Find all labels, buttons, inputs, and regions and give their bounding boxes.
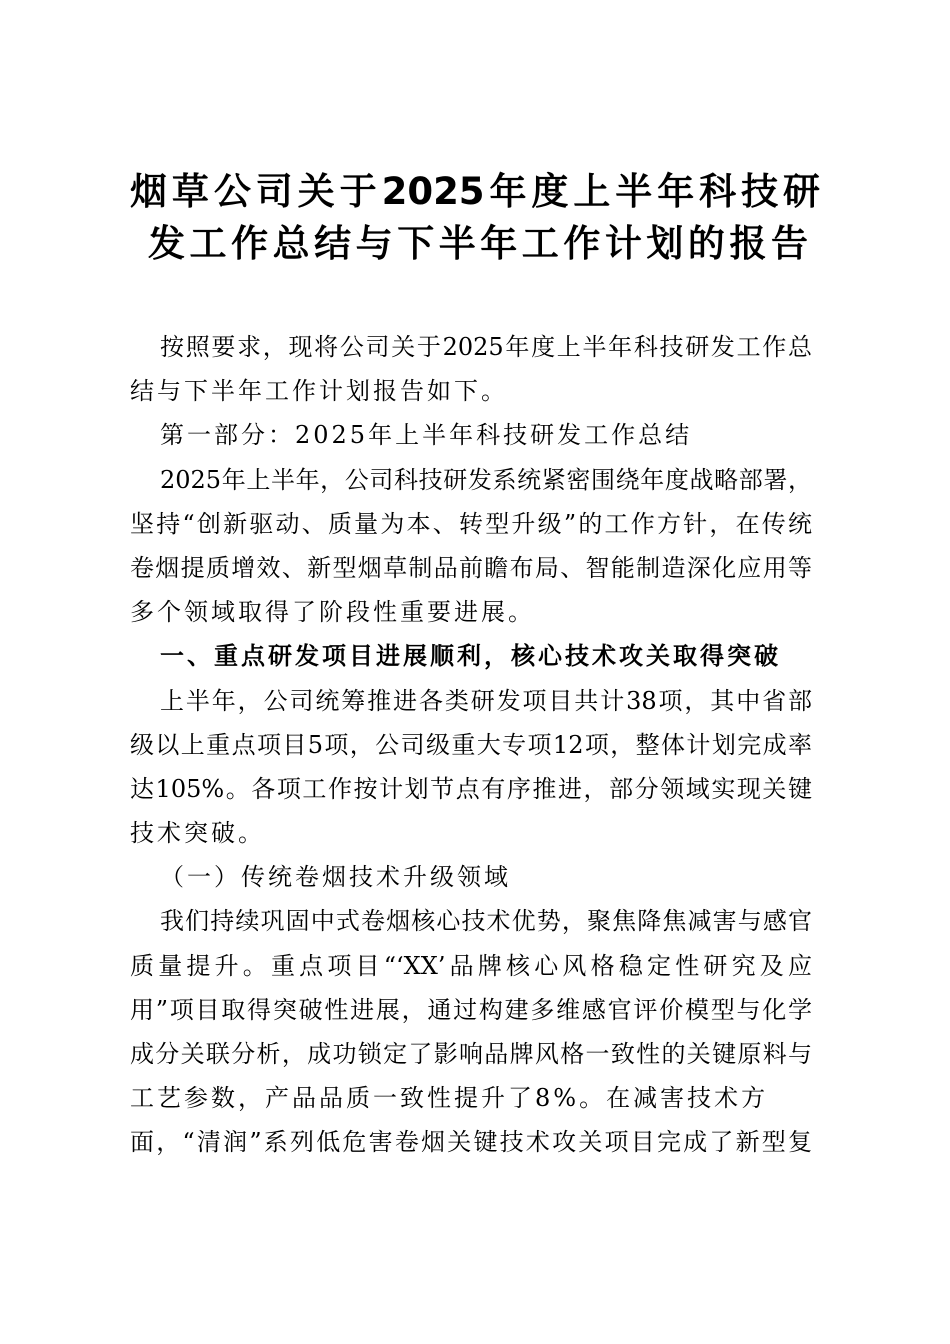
text-line: 第一部分：2025年上半年科技研发工作总结: [160, 421, 693, 450]
text-line: 多个领域取得了阶段性重要进展。: [130, 598, 535, 627]
text-line: （一）传统卷烟技术升级领域: [160, 863, 511, 892]
text-line: 结与下半年工作计划报告如下。: [130, 377, 508, 406]
text-line: 按照要求，现将公司关于2025年度上半年科技研发工作总: [160, 333, 812, 361]
text-line: 2025年上半年，公司科技研发系统紧密围绕年度战略部署，: [160, 465, 812, 494]
text-line: 工艺参数，产品品质一致性提升了8%。在减害技术方: [130, 1084, 769, 1113]
text-line: 面，“清润”系列低危害卷烟关键技术攻关项目完成了新型复: [130, 1128, 812, 1157]
text-line: 上半年，公司统筹推进各类研发项目共计38项，其中省部: [160, 686, 812, 715]
text-line: 坚持“创新驱动、质量为本、转型升级”的工作方针，在传统: [130, 509, 812, 538]
document-title-line-1: 烟草公司关于2025年度上半年科技研: [130, 170, 820, 213]
text-line: 技术突破。: [130, 819, 265, 848]
text-line: 级以上重点项目5项，公司级重大专项12项，整体计划完成率: [130, 730, 812, 759]
text-line: 我们持续巩固中式卷烟核心技术优势，聚焦降焦减害与感官: [160, 907, 812, 936]
text-line: 质量提升。重点项目“‘XX’品牌核心风格稳定性研究及应: [130, 951, 812, 980]
text-line: 成分关联分析，成功锁定了影响品牌风格一致性的关键原料与: [130, 1040, 812, 1068]
text-line: 卷烟提质增效、新型烟草制品前瞻布局、智能制造深化应用等: [130, 553, 812, 582]
section-heading: 一、重点研发项目进展顺利，核心技术攻关取得突破: [160, 642, 781, 671]
text-line: 用”项目取得突破性进展，通过构建多维感官评价模型与化学: [130, 995, 812, 1024]
document-title-line-2: 发工作总结与下半年工作计划的报告: [148, 222, 808, 265]
document-body: [130, 325, 812, 1165]
text-line: 达105%。各项工作按计划节点有序推进，部分领域实现关键: [130, 774, 812, 803]
